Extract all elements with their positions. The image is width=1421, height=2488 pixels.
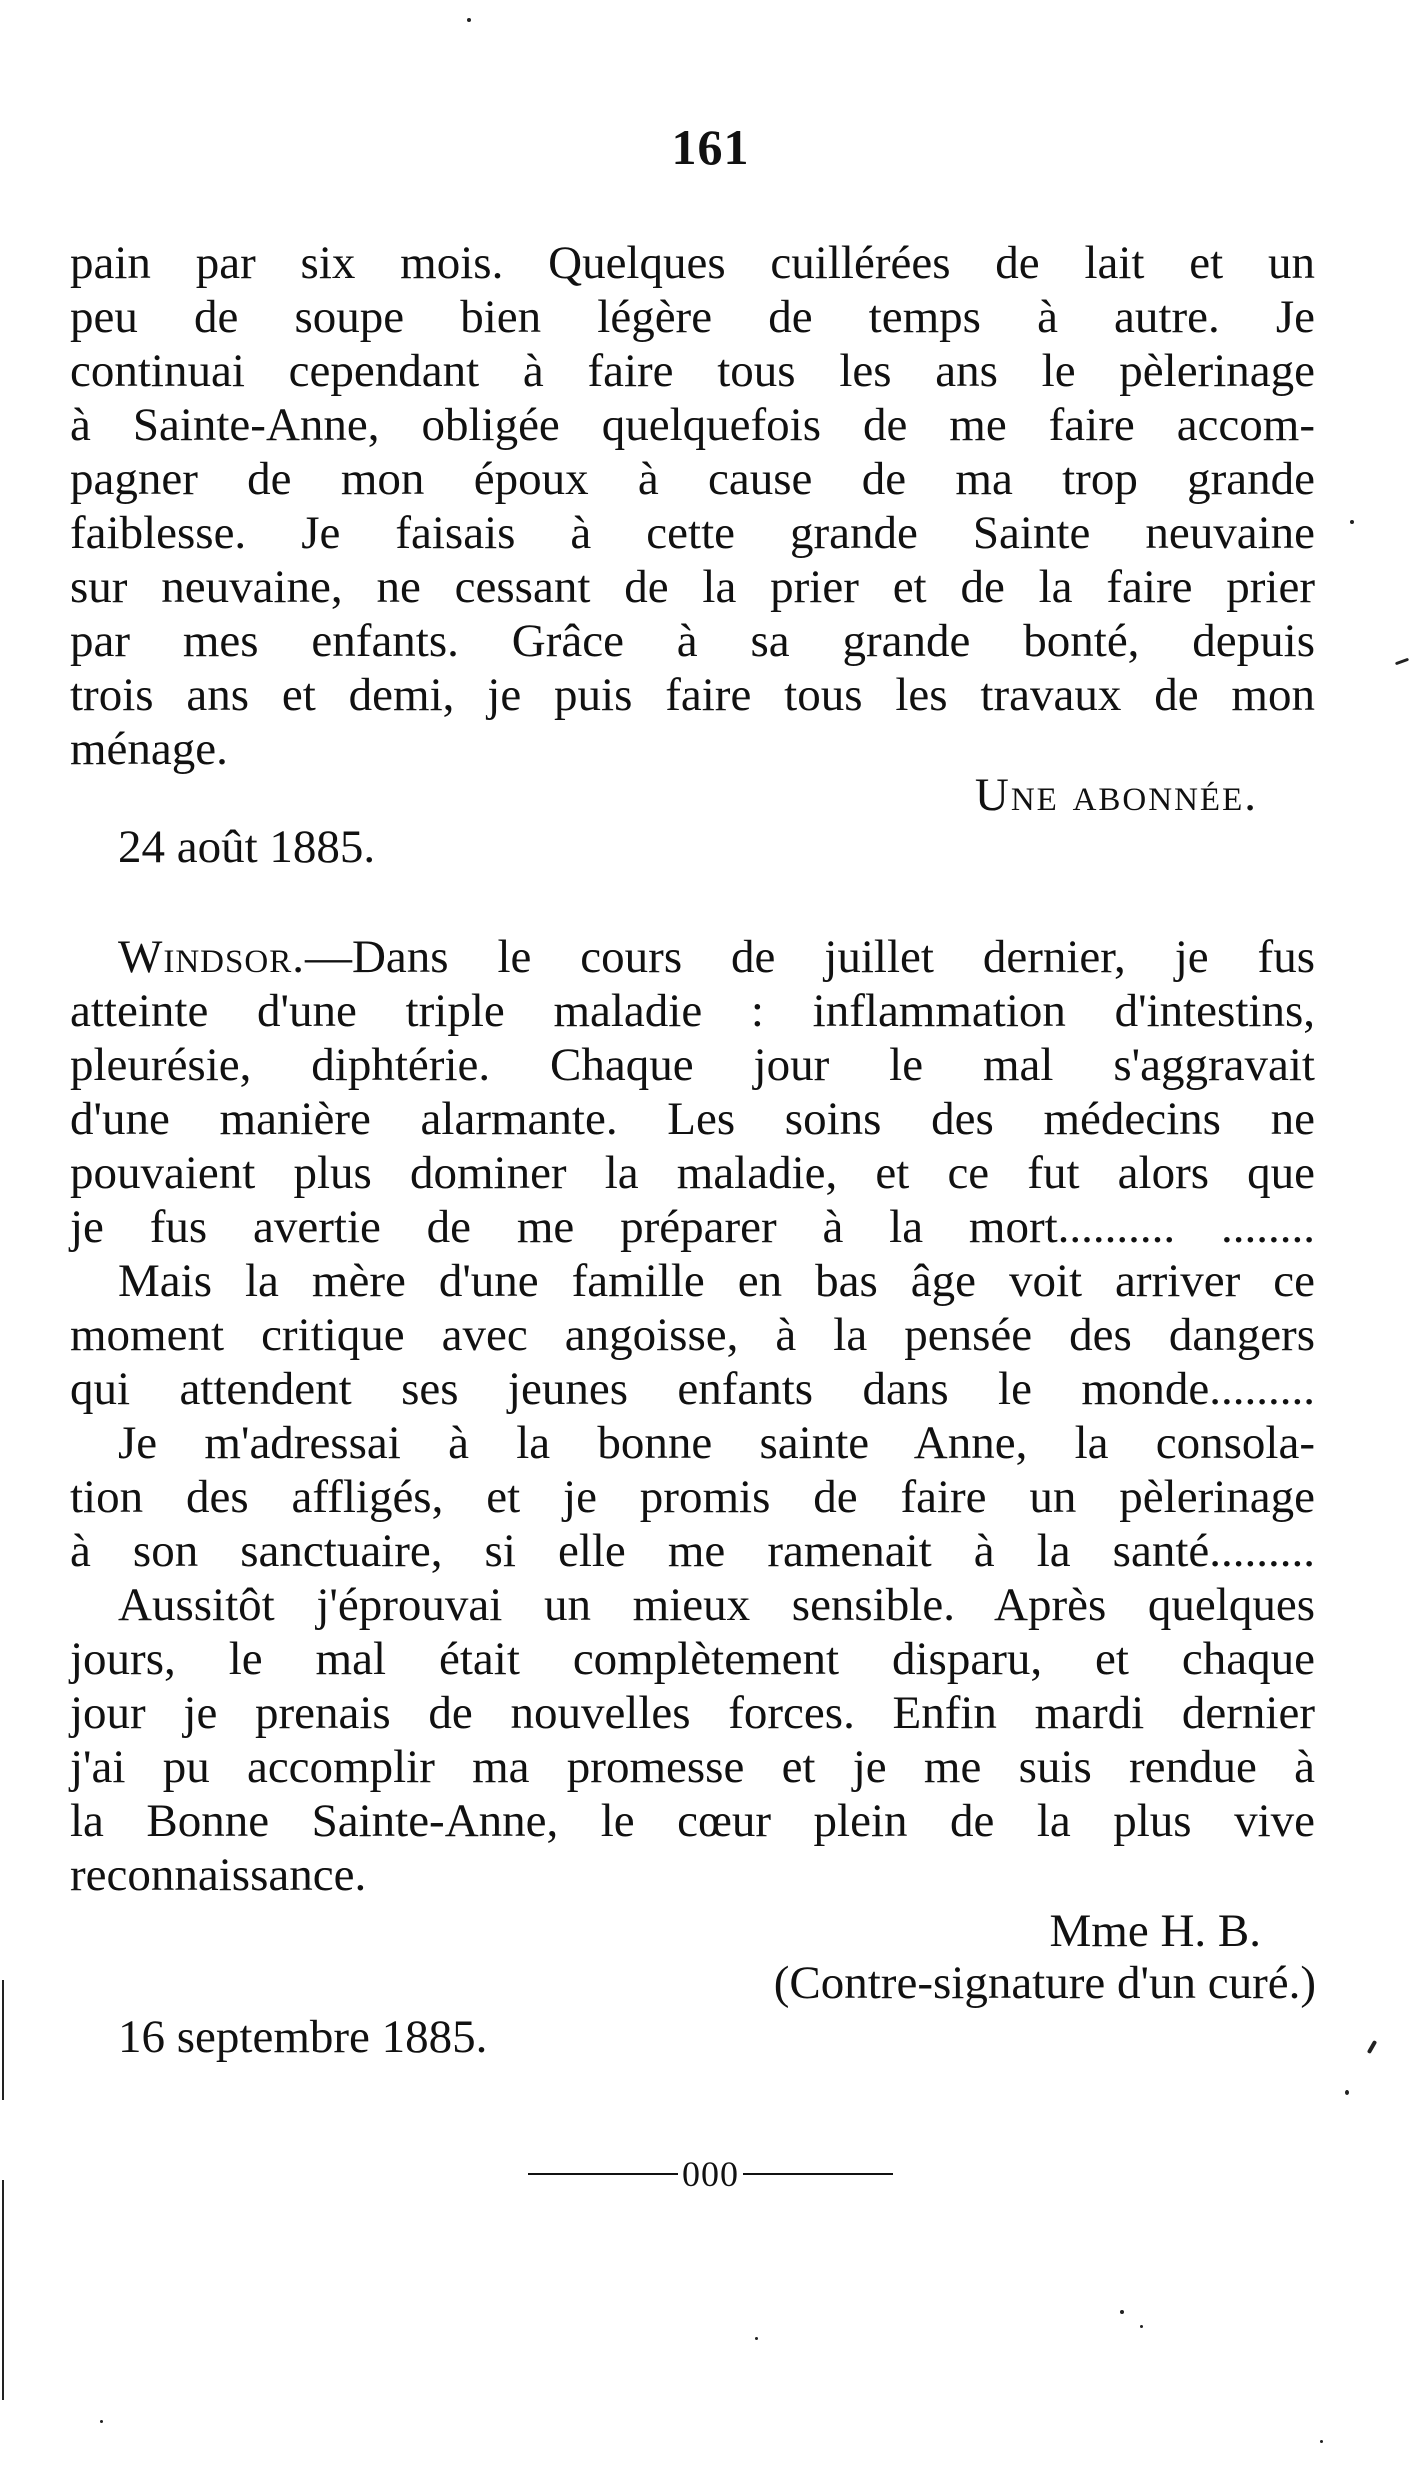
text-line: à son sanctuaire, si elle me ramenait à la santé......... — [70, 1525, 1315, 1577]
text-line: pain par six mois. Quelques cuillérées de lait et un — [70, 237, 1315, 289]
text-line: ménage. — [70, 723, 228, 775]
entry-date: 24 août 1885. — [118, 821, 376, 873]
scan-edge-mark — [2, 2180, 4, 2400]
text-line: Je m'adressai à la bonne sainte Anne, la consola- — [118, 1417, 1315, 1469]
text-line: à Sainte-Anne, obligée quelquefois de me faire accom- — [70, 399, 1315, 451]
separator-rule-right — [743, 2173, 893, 2175]
scan-speck — [1345, 2090, 1349, 2095]
text-line: d'une manière alarmante. Les soins des médecins ne — [70, 1093, 1315, 1145]
text-line: Aussitôt j'éprouvai un mieux sensible. Après quelques — [118, 1579, 1315, 1631]
text-line: qui attendent ses jeunes enfants dans le monde......... — [70, 1363, 1315, 1415]
entry-date: 16 septembre 1885. — [118, 2011, 488, 2063]
scan-speck — [1395, 658, 1409, 666]
scan-speck — [1320, 2440, 1323, 2443]
text-line: moment critique avec angoisse, à la pensée des dangers — [70, 1309, 1315, 1361]
text-line: atteinte d'une triple maladie : inflammation d'intestins, — [70, 985, 1315, 1037]
text-line: pagner de mon époux à cause de ma trop grande — [70, 453, 1315, 505]
text-line: peu de soupe bien légère de temps à autre. Je — [70, 291, 1315, 343]
countersignature: (Contre-signature d'un curé.) — [773, 1957, 1316, 2009]
page-number: 161 — [671, 119, 750, 175]
text-line: jour je prenais de nouvelles forces. Enfin mardi dernier — [70, 1687, 1315, 1739]
text-line: la Bonne Sainte-Anne, le cœur plein de la plus vive — [70, 1795, 1315, 1847]
scan-speck — [467, 18, 471, 22]
scan-edge-mark — [2, 1980, 4, 2100]
scan-speck — [100, 2420, 103, 2423]
text-line — [118, 930, 1315, 984]
text-line: trois ans et demi, je puis faire tous les travaux de mon — [70, 669, 1315, 721]
section-separator — [0, 2154, 1421, 2194]
scan-speck — [1140, 2325, 1143, 2328]
text-line: faiblesse. Je faisais à cette grande Sainte neuvaine — [70, 507, 1315, 559]
signature: Mme H. B. — [1049, 1905, 1261, 1957]
scan-speck — [1350, 520, 1354, 524]
text-line-rest: —Dans le cours de juillet dernier, je fus — [304, 931, 1315, 983]
scan-speck — [1367, 2040, 1377, 2054]
scan-speck — [1120, 2310, 1124, 2314]
text-line: jours, le mal était complètement disparu, et chaque — [70, 1633, 1315, 1685]
text-line: tion des affligés, et je promis de faire un pèlerinage — [70, 1471, 1315, 1523]
separator-rule-left — [528, 2173, 678, 2175]
text-line: reconnaissance. — [70, 1849, 367, 1901]
text-line: pouvaient plus dominer la maladie, et ce fut alors que — [70, 1147, 1315, 1199]
scan-speck — [755, 2337, 758, 2340]
text-line: par mes enfants. Grâce à sa grande bonté, depuis — [70, 615, 1315, 667]
text-line: pleurésie, diphtérie. Chaque jour le mal s'aggravait — [70, 1039, 1315, 1091]
place-name: Windsor. — [118, 931, 305, 983]
text-line: Mais la mère d'une famille en bas âge voit arriver ce — [118, 1255, 1315, 1307]
signature: Une abonnée. — [974, 769, 1258, 821]
separator-ornament: 000 — [682, 2154, 739, 2194]
text-line: sur neuvaine, ne cessant de la prier et de la faire prier — [70, 561, 1315, 613]
text-line: je fus avertie de me préparer à la mort.......... ........ — [70, 1201, 1315, 1253]
text-line: continuai cependant à faire tous les ans le pèlerinage — [70, 345, 1315, 397]
text-line: j'ai pu accomplir ma promesse et je me suis rendue à — [70, 1741, 1315, 1793]
